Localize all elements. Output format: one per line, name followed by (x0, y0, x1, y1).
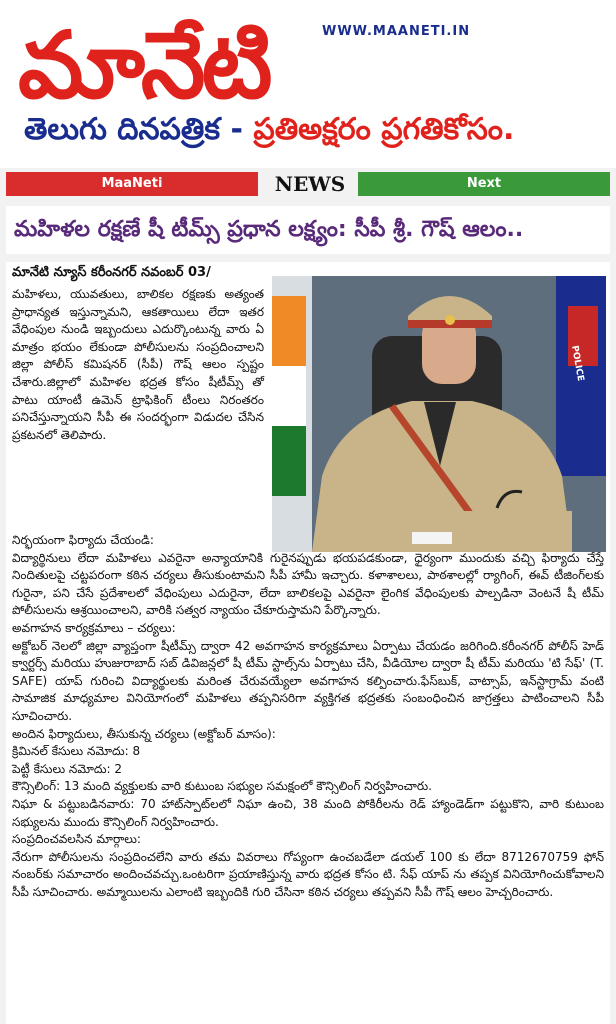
next-button[interactable]: Next (358, 172, 610, 196)
article-dateline: మానేటి న్యూస్ కరీంనగర్ నవంబర్ 03/ (12, 265, 211, 280)
list-item: క్రిమినల్ కేసులు నమోదు: 8 (12, 744, 141, 759)
tagline-right: ప్రతిఅక్షరం ప్రగతికోసం. (253, 112, 515, 147)
section-heading-actions: అందిన ఫిర్యాదులు, తీసుకున్న చర్యలు (అక్టోబర్ మాసం): (12, 726, 276, 741)
masthead-logo: మానేటి (18, 12, 269, 119)
list-item: నిఘా & పట్టుబడినవారు: 70 హాట్‌స్పాట్‌లలో నిఘా ఉంచి, 38 మంది పోకిరీలను రెడ్ హ్యాండెడ్‌గా పట్టుకొని, వారి కుటుంబ సభ్యులను ముందు కౌన్సిలింగ్ నిర్వహించారు. (12, 796, 604, 829)
article-body (6, 262, 610, 1024)
section-heading-contacts: సంప్రదించవలసిన మార్గాలు: (12, 832, 141, 847)
list-item: కౌన్సిలింగ్: 13 మంది వ్యక్తులకు వారి కుటుంబ సభ్యుల సమక్షంలో కౌన్సిలింగ్ నిర్వహించారు. (12, 779, 432, 794)
news-label: NEWS (274, 172, 346, 196)
article-headline: మహిళల రక్షణే షీ టీమ్స్ ప్రధాన లక్ష్యం: సీపీ శ్రీ. గౌష్ ఆలం.. (6, 206, 610, 254)
article-intro: మహిళలు, యువతులు, బాలికల రక్షణకు అత్యంత ప్రాధాన్యత ఇస్తున్నామని, ఆకతాయిలు లేదా ఇతర వేధింపుల నుండి ఇబ్బందులు ఎదుర్కొంటున్న వారు ఏ మాత్రం భయం లేకుండా పోలీసులను సంప్రదించాలని జిల్లా పోలీస్ కమిషనర్ (సీపీ) గౌష్ ఆలం స్పష్టం చేశారు.జిల్లాలో మహిళల భద్రత కోసం షీటీమ్స్ తో పాటు యాంటీ ఉమెన్ ట్రాఫికింగ్ టీంలు నిరంతరం పనిచేస్తున్నాయని సీపీ ఈ సందర్భంగా విడుదల చేసిన ప్రకటనలో తెలిపారు. (12, 287, 264, 442)
police-banner-text: POLICE (569, 344, 586, 383)
section-heading-awareness: అవగాహన కార్యక్రమాలు – చర్యలు: (12, 620, 176, 635)
paragraph-contacts: నేరుగా పోలీసులను సంప్రదించలేని వారు తమ వివరాలు గోప్యంగా ఉంచబడేలా డయల్ 100 కు లేదా 8712670759 ఫోన్ నంబర్‌కు సమాచారం అందించవచ్చు.ఒంటరిగా ప్రయాణిస్తున్న వారు భద్రత కోసం టి. సేఫ్ యాప్ ను తప్పక వినియోగించుకోవాలని సీపీ సూచించారు. అమ్మాయిలను ఎలాంటి ఇబ్బందికి గురి చేసినా కఠిన చర్యలు తప్పవని సీపీ గౌష్ ఆలం హెచ్చరించారు. (12, 849, 604, 899)
article-main (12, 532, 604, 901)
section-heading-complaint: నిర్భయంగా ఫిర్యాదు చేయండి: (12, 533, 154, 547)
nav-bar (0, 170, 616, 198)
maaneti-button[interactable]: MaaNeti (6, 172, 258, 196)
masthead-tagline (24, 110, 514, 150)
cp-photo (272, 276, 606, 552)
paragraph-awareness: అక్టోబర్ నెలలో జిల్లా వ్యాప్తంగా షీటీమ్స్ ద్వారా 42 అవగాహన కార్యక్రమాలు ఏర్పాటు చేయడం జరిగింది.కరీంనగర్ పోలీస్ హెడ్ క్వార్టర్స్ మరియు హుజురాబాద్ సబ్ డివిజన్లలో షీ టీమ్ స్టాల్స్‌ను ఏర్పాటు చేసి, వీడియోల ద్వారా షీ టీమ్ మరియు 'టి సేఫ్' (T. SAFE) యాప్ గురించి విద్యార్థులకు మరింత చేరువయ్యేలా అవగాహన కల్పించారు.ఫేస్‌బుక్, వాట్సాప్, ఇన్‌స్టాగ్రామ్ వంటి సామాజిక మాధ్యమాల వినియోగంలో మహిళలు తప్పనిసరిగా వ్యక్తిగత భద్రతకు సంబంధించిన జాగ్రత్తలు పాటించాలని సీపీ సూచించారు. (12, 638, 604, 723)
tagline-left: తెలుగు దినపత్రిక (24, 112, 220, 147)
tagline-dash: - (230, 112, 243, 147)
masthead-url[interactable]: WWW.MAANETI.IN (318, 24, 474, 39)
masthead (0, 0, 616, 168)
officer-illustration (272, 276, 606, 552)
list-item: పెట్టీ కేసులు నమోదు: 2 (12, 761, 123, 776)
paragraph-complaint: విద్యార్థినులు లేదా మహిళలు ఎవరైనా అన్యాయానికి గురైనప్పుడు భయపడకుండా, ధైర్యంగా ముందుకు వచ్చి ఫిర్యాదు చేస్తే నిందితులపై చట్టపరంగా కఠిన చర్యలు తీసుకుంటామని సీపీ హామీ ఇచ్చారు. కళాశాలలు, పాఠశాలల్లో ర్యాగింగ్, ఈవ్ టీజింగ్‌లకు గురైనా, పని చేసే ప్రదేశాలలో వేధింపులు ఎదురైనా, లేదా బాలికలపై ఎవరైనా లైంగిక వేధింపులకు పాల్పడినా వెంటనే షీ టీమ్ పోలీసులను ఆశ్రయించాలని, వారికి సత్వర న్యాయం చేకూరుస్తామని పేర్కొన్నారు. (12, 550, 604, 618)
